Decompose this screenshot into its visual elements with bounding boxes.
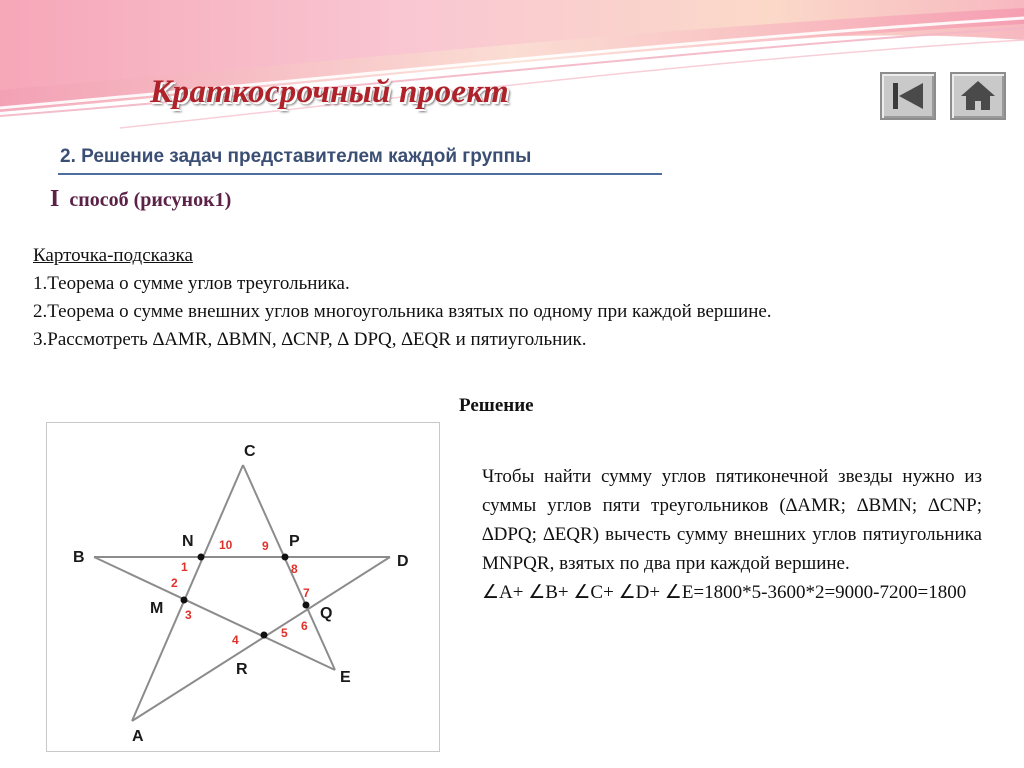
method-label: способ (рисунок1) bbox=[69, 189, 232, 211]
point-q bbox=[303, 602, 310, 609]
hint-item: 3.Рассмотреть ∆AMR, ∆BMN, ∆CNP, ∆ DPQ, ∆EQR и пятиугольник. bbox=[33, 329, 587, 350]
solution-text-block bbox=[482, 462, 982, 607]
point-m bbox=[181, 597, 188, 604]
method-heading bbox=[50, 186, 231, 213]
vertex-label-b: B bbox=[73, 549, 85, 566]
vertex-label-d: D bbox=[397, 553, 409, 570]
angle-label: 4 bbox=[232, 633, 239, 647]
page-title: Краткосрочный проект bbox=[150, 74, 509, 110]
star-diagram bbox=[47, 423, 439, 751]
hint-card-title: Карточка-подсказка bbox=[33, 245, 193, 266]
point-r bbox=[261, 632, 268, 639]
angle-label: 5 bbox=[281, 626, 288, 640]
angle-label: 8 bbox=[291, 562, 298, 576]
skip-back-icon bbox=[882, 74, 934, 118]
hint-item: 2.Теорема о сумме внешних углов многоугольника взятых по одному при каждой вершине. bbox=[33, 301, 772, 322]
angle-label: 10 bbox=[219, 538, 233, 552]
angle-label: 6 bbox=[301, 619, 308, 633]
solution-label: Решение bbox=[459, 395, 534, 416]
star-edge bbox=[94, 557, 335, 670]
home-button[interactable] bbox=[950, 72, 1006, 120]
vertex-label-m: M bbox=[150, 600, 164, 617]
angle-label: 7 bbox=[303, 586, 310, 600]
vertex-label-e: E bbox=[340, 669, 351, 686]
home-icon bbox=[952, 74, 1004, 118]
star-edge bbox=[243, 465, 335, 670]
section-subtitle: 2. Решение задач представителем каждой группы bbox=[60, 146, 532, 167]
vertex-label-c: C bbox=[244, 443, 256, 460]
hint-item: 1.Теорема о сумме углов треугольника. bbox=[33, 273, 350, 294]
angle-label: 1 bbox=[181, 560, 188, 574]
subtitle-underline bbox=[58, 173, 662, 175]
star-edge bbox=[132, 465, 243, 721]
vertex-label-q: Q bbox=[320, 605, 333, 622]
angle-label: 2 bbox=[171, 576, 178, 590]
angle-label: 3 bbox=[185, 608, 192, 622]
vertex-label-p: P bbox=[289, 533, 300, 550]
back-button[interactable] bbox=[880, 72, 936, 120]
solution-paragraph: Чтобы найти сумму углов пятиконечной звезды нужно из суммы углов пяти треугольников (∆AMR; ∆BMN; ∆CNP; ∆DPQ; ∆EQR) вычесть сумму внешних углов пятиугольника MNPQR, взятых по два при каждой вершине. bbox=[482, 466, 982, 574]
vertex-label-a: A bbox=[132, 728, 144, 745]
solution-formula: ∠A+ ∠B+ ∠C+ ∠D+ ∠E=1800*5-3600*2=9000-7200=1800 bbox=[482, 582, 967, 603]
angle-label: 9 bbox=[262, 539, 269, 553]
method-roman-numeral: I bbox=[50, 186, 60, 212]
point-n bbox=[198, 554, 205, 561]
vertex-label-n: N bbox=[182, 533, 194, 550]
hint-card bbox=[33, 242, 772, 354]
vertex-label-r: R bbox=[236, 661, 248, 678]
star-figure bbox=[46, 422, 440, 752]
point-p bbox=[282, 554, 289, 561]
